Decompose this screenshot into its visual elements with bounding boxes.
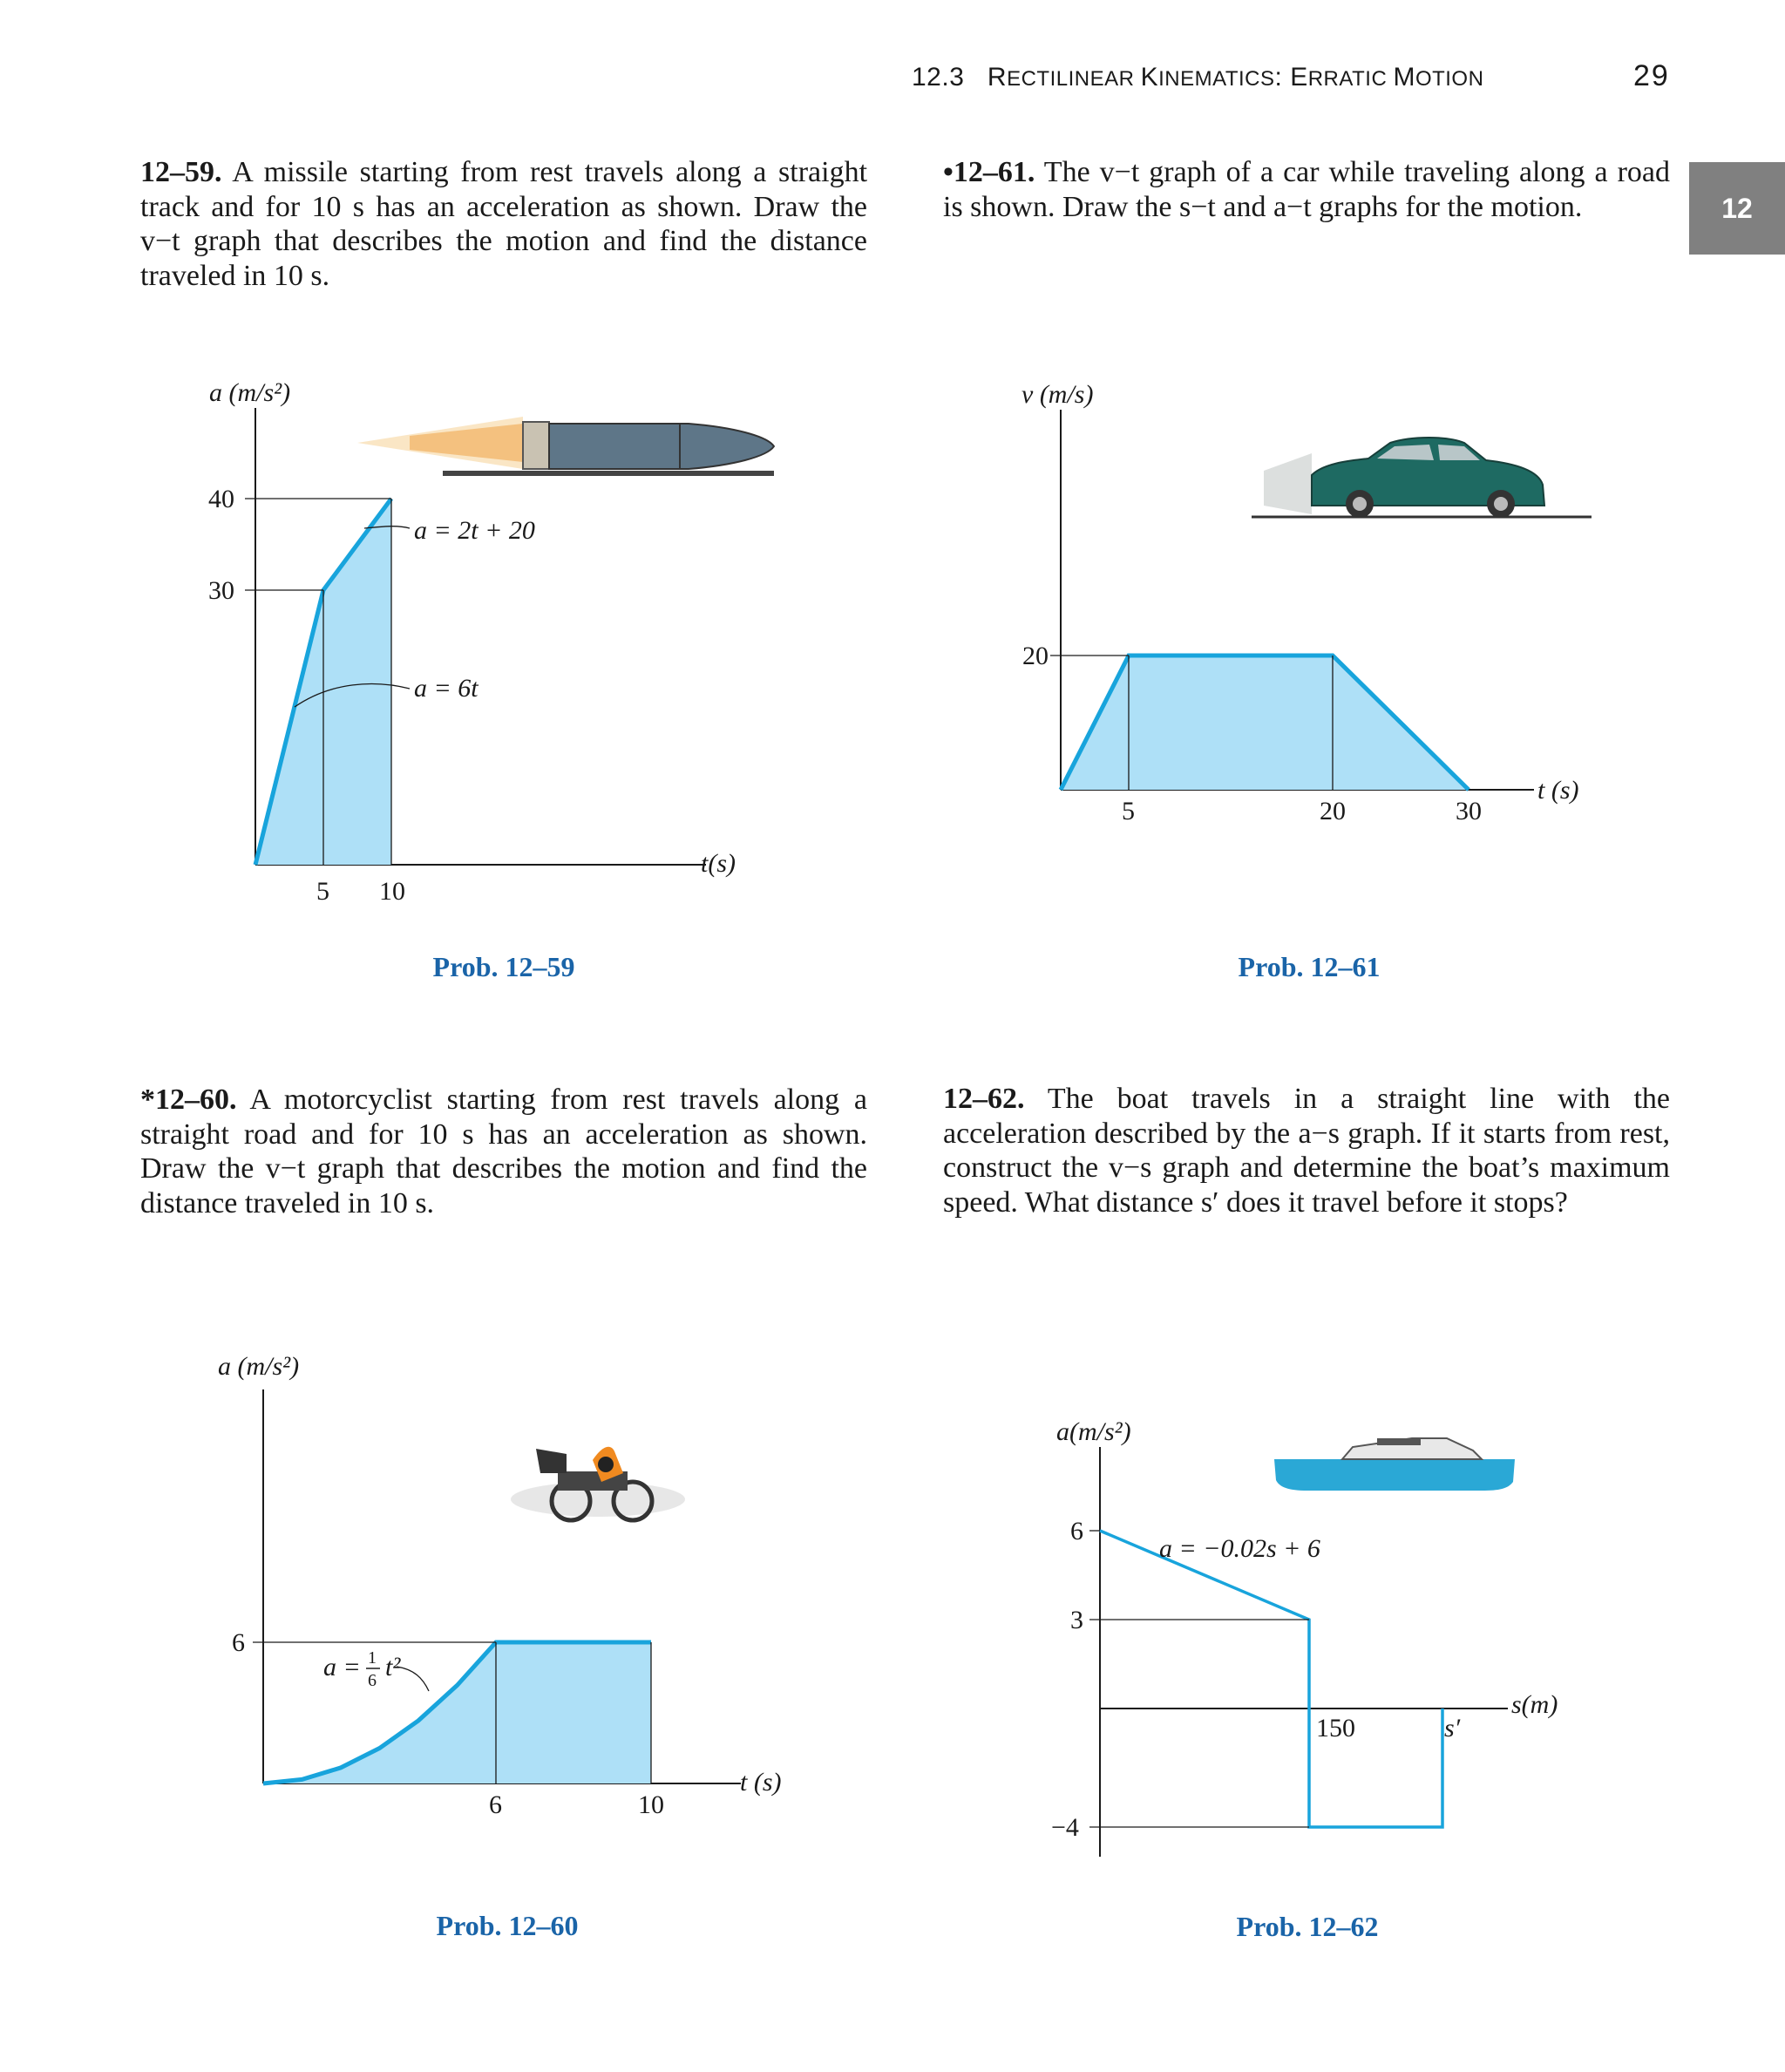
x-tick-label: 5 xyxy=(316,877,329,906)
problem-number: 12–62. xyxy=(943,1083,1025,1115)
caption-12-60: Prob. 12–60 xyxy=(436,1910,579,1941)
problem-text: A motorcyclist starting from rest travels along a straight road and for 10 s has an acceleration as shown. Draw the v−t graph that describes the motion and find the distance traveled in 10 s. xyxy=(140,1084,867,1219)
x-tick-label: 20 xyxy=(1320,797,1346,825)
x-tick-label: 10 xyxy=(638,1790,664,1819)
section-number: 12.3 xyxy=(912,63,965,92)
y-axis-label: a (m/s²) xyxy=(218,1352,300,1381)
caption-12-61: Prob. 12–61 xyxy=(1238,951,1381,982)
y-tick-label: 20 xyxy=(1022,642,1049,670)
fraction-denominator: 6 xyxy=(368,1671,377,1690)
y-tick-label: 30 xyxy=(208,576,234,605)
annotation: a = 6t xyxy=(414,674,478,703)
annotation: a = 2t + 20 xyxy=(414,516,535,545)
y-axis-label: a(m/s²) xyxy=(1056,1417,1131,1446)
y-tick-label: −4 xyxy=(1051,1813,1079,1842)
problem-text: The boat travels in a straight line with the acceleration described by the a−s graph. If it starts from rest, construct the v−s graph and determine the boat’s maximum speed. What distance s′ does it travel before it stops? xyxy=(943,1083,1670,1219)
y-tick-label: 3 xyxy=(1070,1606,1083,1634)
fraction-numerator: 1 xyxy=(368,1648,377,1668)
x-axis-label: t (s) xyxy=(740,1768,782,1797)
chapter-tab: 12 xyxy=(1689,162,1785,255)
problem-text: The v−t graph of a car while traveling along a road is shown. Draw the s−t and a−t graphs for the motion. xyxy=(943,156,1670,223)
x-axis-label: t (s) xyxy=(1537,776,1579,805)
annotation: a = −0.02s + 6 xyxy=(1159,1534,1320,1563)
x-tick-label: 5 xyxy=(1122,797,1135,825)
chart-12-62 xyxy=(1051,1447,1508,1857)
x-tick-label: 6 xyxy=(489,1790,502,1819)
problem-number: 12–59. xyxy=(140,156,222,188)
section-title: RECTILINEAR KINEMATICS: ERRATIC MOTION xyxy=(987,63,1484,92)
x-tick-label: 30 xyxy=(1456,797,1482,825)
x-tick-label: 10 xyxy=(379,877,405,906)
page-number: 29 xyxy=(1633,59,1670,92)
caption-12-59: Prob. 12–59 xyxy=(432,951,575,982)
y-axis-label: v (m/s) xyxy=(1021,380,1094,409)
y-axis-label: a (m/s²) xyxy=(209,378,291,407)
annotation: a = xyxy=(323,1653,361,1681)
problem-number: •12–61. xyxy=(943,156,1035,188)
y-tick-label: 6 xyxy=(232,1628,245,1657)
boat-illustration xyxy=(1274,1438,1515,1491)
x-axis-label: s(m) xyxy=(1511,1690,1558,1719)
y-tick-label: 40 xyxy=(208,485,234,513)
x-axis-label: t(s) xyxy=(701,849,736,878)
annotation: t² xyxy=(385,1653,401,1681)
x-tick-label: 150 xyxy=(1316,1714,1355,1743)
series-line xyxy=(1100,1531,1442,1827)
problem-text: A missile starting from rest travels along a straight track and for 10 s has an acceleration as shown. Draw the v−t graph that describes the motion and find the distance traveled in 10 s. xyxy=(140,156,868,292)
problem-number: *12–60. xyxy=(140,1084,237,1116)
y-tick-label: 6 xyxy=(1070,1517,1083,1546)
caption-12-62: Prob. 12–62 xyxy=(1236,1911,1379,1942)
x-tick-label: s′ xyxy=(1444,1714,1461,1743)
